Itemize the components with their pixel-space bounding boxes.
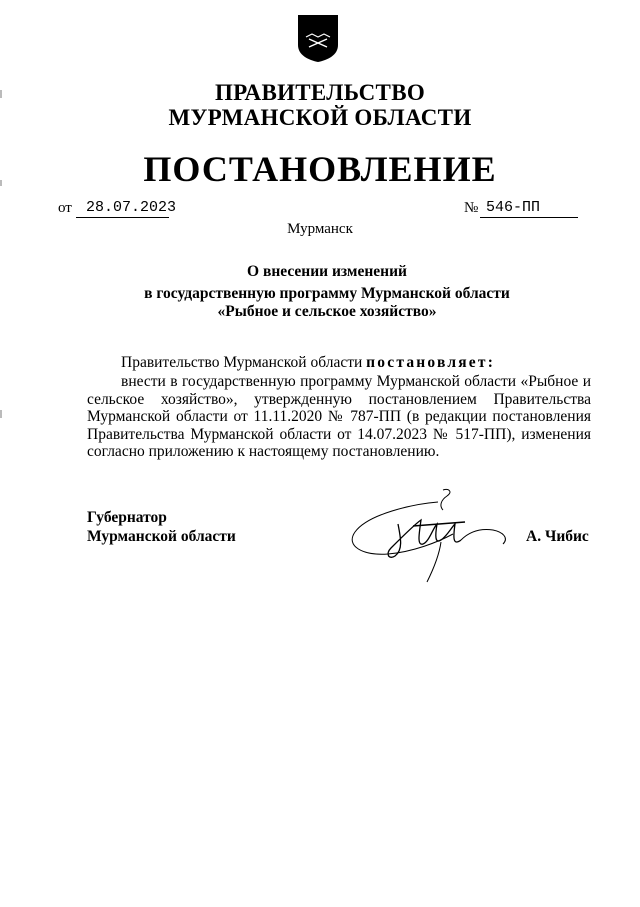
document-title-line3: «Рыбное и сельское хозяйство»	[217, 303, 437, 320]
decree-intro-text: Правительство Мурманской области	[121, 354, 363, 371]
scan-edge-mark	[0, 410, 2, 418]
handwritten-signature	[343, 484, 513, 594]
coat-of-arms-icon	[296, 13, 340, 63]
scan-edge-mark	[0, 90, 2, 98]
signatory-position-line1: Губернатор	[87, 509, 167, 526]
city-name: Мурманск	[287, 221, 353, 237]
document-title-line1: О внесении изменений	[247, 263, 407, 280]
number-prefix: №	[464, 200, 479, 216]
document-title-line2: в государственную программу Мурманской области	[144, 285, 510, 302]
decree-intro	[87, 354, 591, 372]
decree-paragraph: внести в государственную программу Мурманской области «Рыбное и сельское хозяйство», утвержденную постановлением Правительства Мурманской области от 11.11.2020 № 787-ПП (в редакции постановления Правительства Мурманской области от 14.07.2023 № 517-ПП), изменения согласно приложению к настоящему постановлению.	[87, 373, 591, 460]
document-type-heading: ПОСТАНОВЛЕНИЕ	[143, 149, 497, 189]
authority-name-line2: МУРМАНСКОЙ ОБЛАСТИ	[168, 105, 472, 130]
signatory-position-line2: Мурманской области	[87, 528, 236, 545]
decree-word: постановляет:	[366, 354, 496, 371]
document-date: 28.07.2023	[76, 199, 169, 218]
scan-edge-mark	[0, 180, 2, 186]
signatory-name: А. Чибис	[526, 528, 589, 545]
date-prefix: от	[58, 200, 72, 216]
authority-name-line1: ПРАВИТЕЛЬСТВО	[214, 80, 426, 105]
document-number: 546-ПП	[480, 199, 578, 218]
